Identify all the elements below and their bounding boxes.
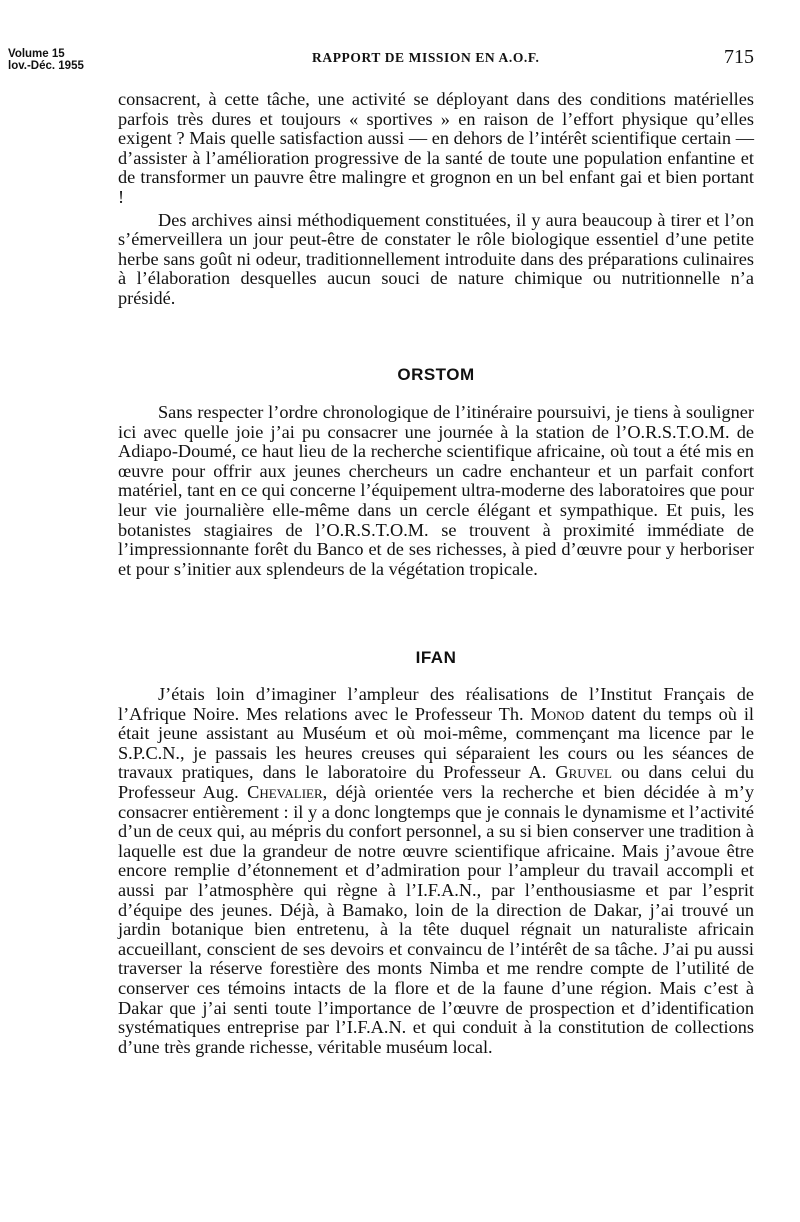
ifan-text-part-4: , déjà orientée vers la recherche et bien décidée à m’y consacrer entièrement : il y a donc longtemps que je connais le dynamisme et l’activité d’un de ceux qui, au mépris du confort personnel, a su si bien conserver une tradition à laquelle est due la grandeur de notre œuvre scientifique africaine. Mais j’avoue être encore remplie d’étonnement et d’admiration pour l’ampleur du travail accompli et aussi par l’atmosphère qui règne à l’I.F.A.N., par l’enthousiasme et par l’esprit d’équipe des jeunes. Déjà, à Bamako, loin de la direction de Dakar, j’ai trouvé un jardin botanique bien entretenu, à la tête duquel régnait un naturaliste africain accueillant, conscient de ses devoirs et convaincu de l’intérêt de sa tâche. J’ai pu aussi traverser la réserve forestière des monts Nimba et me rendre compte de l’utilité de conserver ces témoins intacts de la flore et de la faune d’une région. Mais c’est à Dakar que j’ai senti toute l’importance de l’œuvre de prospection et d’identification systématiques entreprise par l’I.F.A.N. et qui conduit à la constitution de collections d’une très grande richesse, véritable muséum local.	[118, 781, 754, 1057]
ifan-text-part-1: J’étais loin d’imaginer l’ampleur des réalisations de l’Institut Français de l’Afrique Noire. Mes relations avec le Professeur Th.	[118, 684, 754, 724]
volume-info	[8, 48, 84, 72]
heading-ifan: IFAN	[415, 648, 457, 667]
heading-orstom: ORSTOM	[397, 365, 475, 384]
ifan-text-part-3: ou dans celui du Professeur Aug.	[118, 762, 755, 802]
paragraph-orstom: Sans respecter l’ordre chronologique de l’itinéraire poursuivi, je tiens à souligner ici avec quelle joie j’ai pu consacrer une journée à la station de l’O.R.S.T.O.M. de Adiapo-Doumé, ce haut lieu de la recherche scientifique africaine, où tout a été mis en œuvre pour offrir aux jeunes chercheurs un cadre enchanteur et un parfait confort matériel, tant en ce qui concerne l’équipement ultra-moderne des laboratoires que pour leur vie journalière elle-même dans un cercle élégant et sympathique. Et puis, les botanistes stagiaires de l’O.R.S.T.O.M. se trouvent à proximité immédiate de l’impressionnante forêt du Banco et de ses richesses, à pied d’œuvre pour y herboriser et pour s’initier aux splendeurs de la végétation tropicale.	[118, 402, 754, 579]
name-gruvel: Gruvel	[555, 762, 612, 783]
paragraph-continued: consacrent, à cette tâche, une activité se déployant dans des conditions matérielles parfois très dures et toujours « sportives » en raison de l’effort physique qu’elles exigent ? Mais quelle satisfaction aussi — en dehors de l’intérêt scientifique certain — d’assister à l’amélioration progressive de la santé de toute une population enfantine et de transformer un pauvre être malingre et grognon en un bel enfant gai et bien portant !	[118, 89, 754, 207]
issue-period: lov.-Déc. 1955	[8, 60, 84, 72]
running-title: RAPPORT DE MISSION EN A.O.F.	[312, 50, 540, 65]
paragraph-ifan	[118, 685, 754, 1057]
name-monod: Monod	[530, 703, 585, 724]
name-chevalier: Chevalier	[247, 781, 323, 802]
volume-label: Volume 15	[8, 48, 65, 60]
ifan-text-part-2: datent du temps où il était jeune assistant au Muséum et où moi-même, commençant ma licence par le S.P.C.N., je passais les heures creuses qui séparaient les cours ou les séances de travaux pratiques, dans le laboratoire du Professeur A.	[118, 703, 755, 783]
page-number: 715	[724, 46, 754, 68]
page-header	[0, 48, 800, 78]
section-intro	[118, 90, 754, 309]
section-ifan	[118, 685, 754, 1057]
section-orstom	[118, 403, 754, 579]
paragraph-archives: Des archives ainsi méthodiquement constituées, il y aura beaucoup à tirer et l’on s’émerveillera un jour peut-être de constater le rôle biologique essentiel d’une petite herbe sans goût ni odeur, traditionnellement introduite dans des préparations culinaires à l’élaboration desquelles aucun souci de nature chimique ou nutritionnelle n’a présidé.	[118, 209, 754, 308]
